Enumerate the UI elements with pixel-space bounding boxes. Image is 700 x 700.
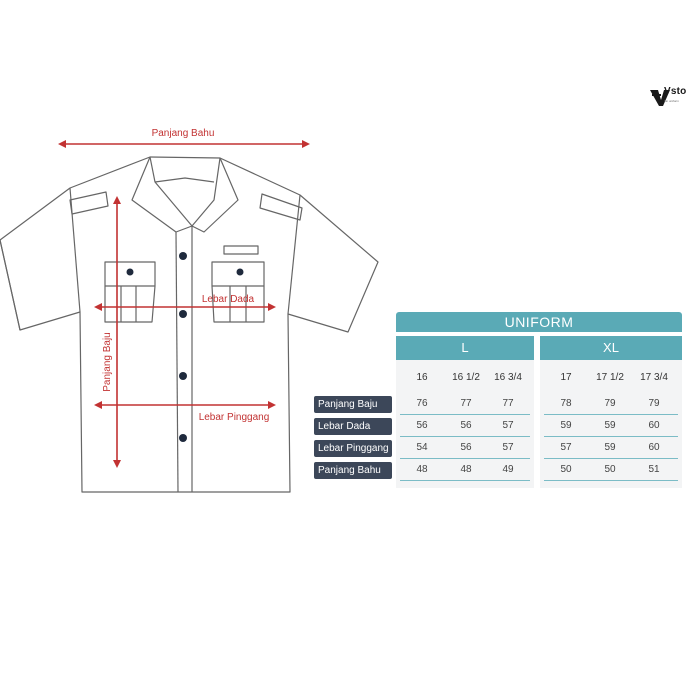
table-cell: 59 <box>604 420 616 431</box>
table-cell: 56 <box>460 442 472 453</box>
table-cell: 79 <box>604 398 616 409</box>
table-cell: 56 <box>460 420 472 431</box>
row-label-panjang-bahu: Panjang Bahu <box>314 462 392 479</box>
size-label: 16 3/4 <box>494 372 522 383</box>
group-label: L <box>396 336 534 360</box>
brand-name: Vsto <box>664 86 687 97</box>
row-label-lebar-dada: Lebar Dada <box>314 418 392 435</box>
table-cell: 60 <box>648 420 660 431</box>
label-lebar-pinggang: Lebar Pinggang <box>198 412 270 423</box>
row-label-panjang-baju: Panjang Baju <box>314 396 392 413</box>
table-cell: 76 <box>416 398 428 409</box>
size-label: 17 3/4 <box>640 372 668 383</box>
row-divider <box>400 436 530 437</box>
table-cell: 60 <box>648 442 660 453</box>
table-cell: 77 <box>502 398 514 409</box>
row-label-lebar-pinggang: Lebar Pinggang <box>314 440 392 457</box>
table-title: UNIFORM <box>396 312 682 332</box>
table-cell: 77 <box>460 398 472 409</box>
row-divider <box>544 480 678 481</box>
row-divider <box>544 414 678 415</box>
label-panjang-bahu: Panjang Bahu <box>151 128 215 139</box>
label-lebar-dada: Lebar Dada <box>201 294 255 305</box>
table-cell: 59 <box>560 420 572 431</box>
table-cell: 50 <box>604 464 616 475</box>
table-cell: 57 <box>502 442 514 453</box>
row-divider <box>400 414 530 415</box>
size-label: 16 <box>416 372 428 383</box>
table-cell: 49 <box>502 464 514 475</box>
table-cell: 57 <box>502 420 514 431</box>
measure-lines <box>58 140 310 468</box>
table-cell: 54 <box>416 442 428 453</box>
table-cell: 48 <box>416 464 428 475</box>
table-cell: 57 <box>560 442 572 453</box>
size-label: 17 <box>560 372 572 383</box>
table-cell: 78 <box>560 398 572 409</box>
row-divider <box>544 458 678 459</box>
label-panjang-baju: Panjang Baju <box>102 332 113 392</box>
size-label: 17 1/2 <box>596 372 624 383</box>
group-label: XL <box>540 336 682 360</box>
table-cell: 48 <box>460 464 472 475</box>
table-cell: 56 <box>416 420 428 431</box>
size-table <box>312 312 682 490</box>
table-cell: 59 <box>604 442 616 453</box>
row-divider <box>400 480 530 481</box>
brand-tagline: fun uniform <box>664 99 680 103</box>
row-divider <box>544 436 678 437</box>
row-divider <box>400 458 530 459</box>
table-cell: 51 <box>648 464 660 475</box>
table-cell: 79 <box>648 398 660 409</box>
table-cell: 50 <box>560 464 572 475</box>
size-label: 16 1/2 <box>452 372 480 383</box>
